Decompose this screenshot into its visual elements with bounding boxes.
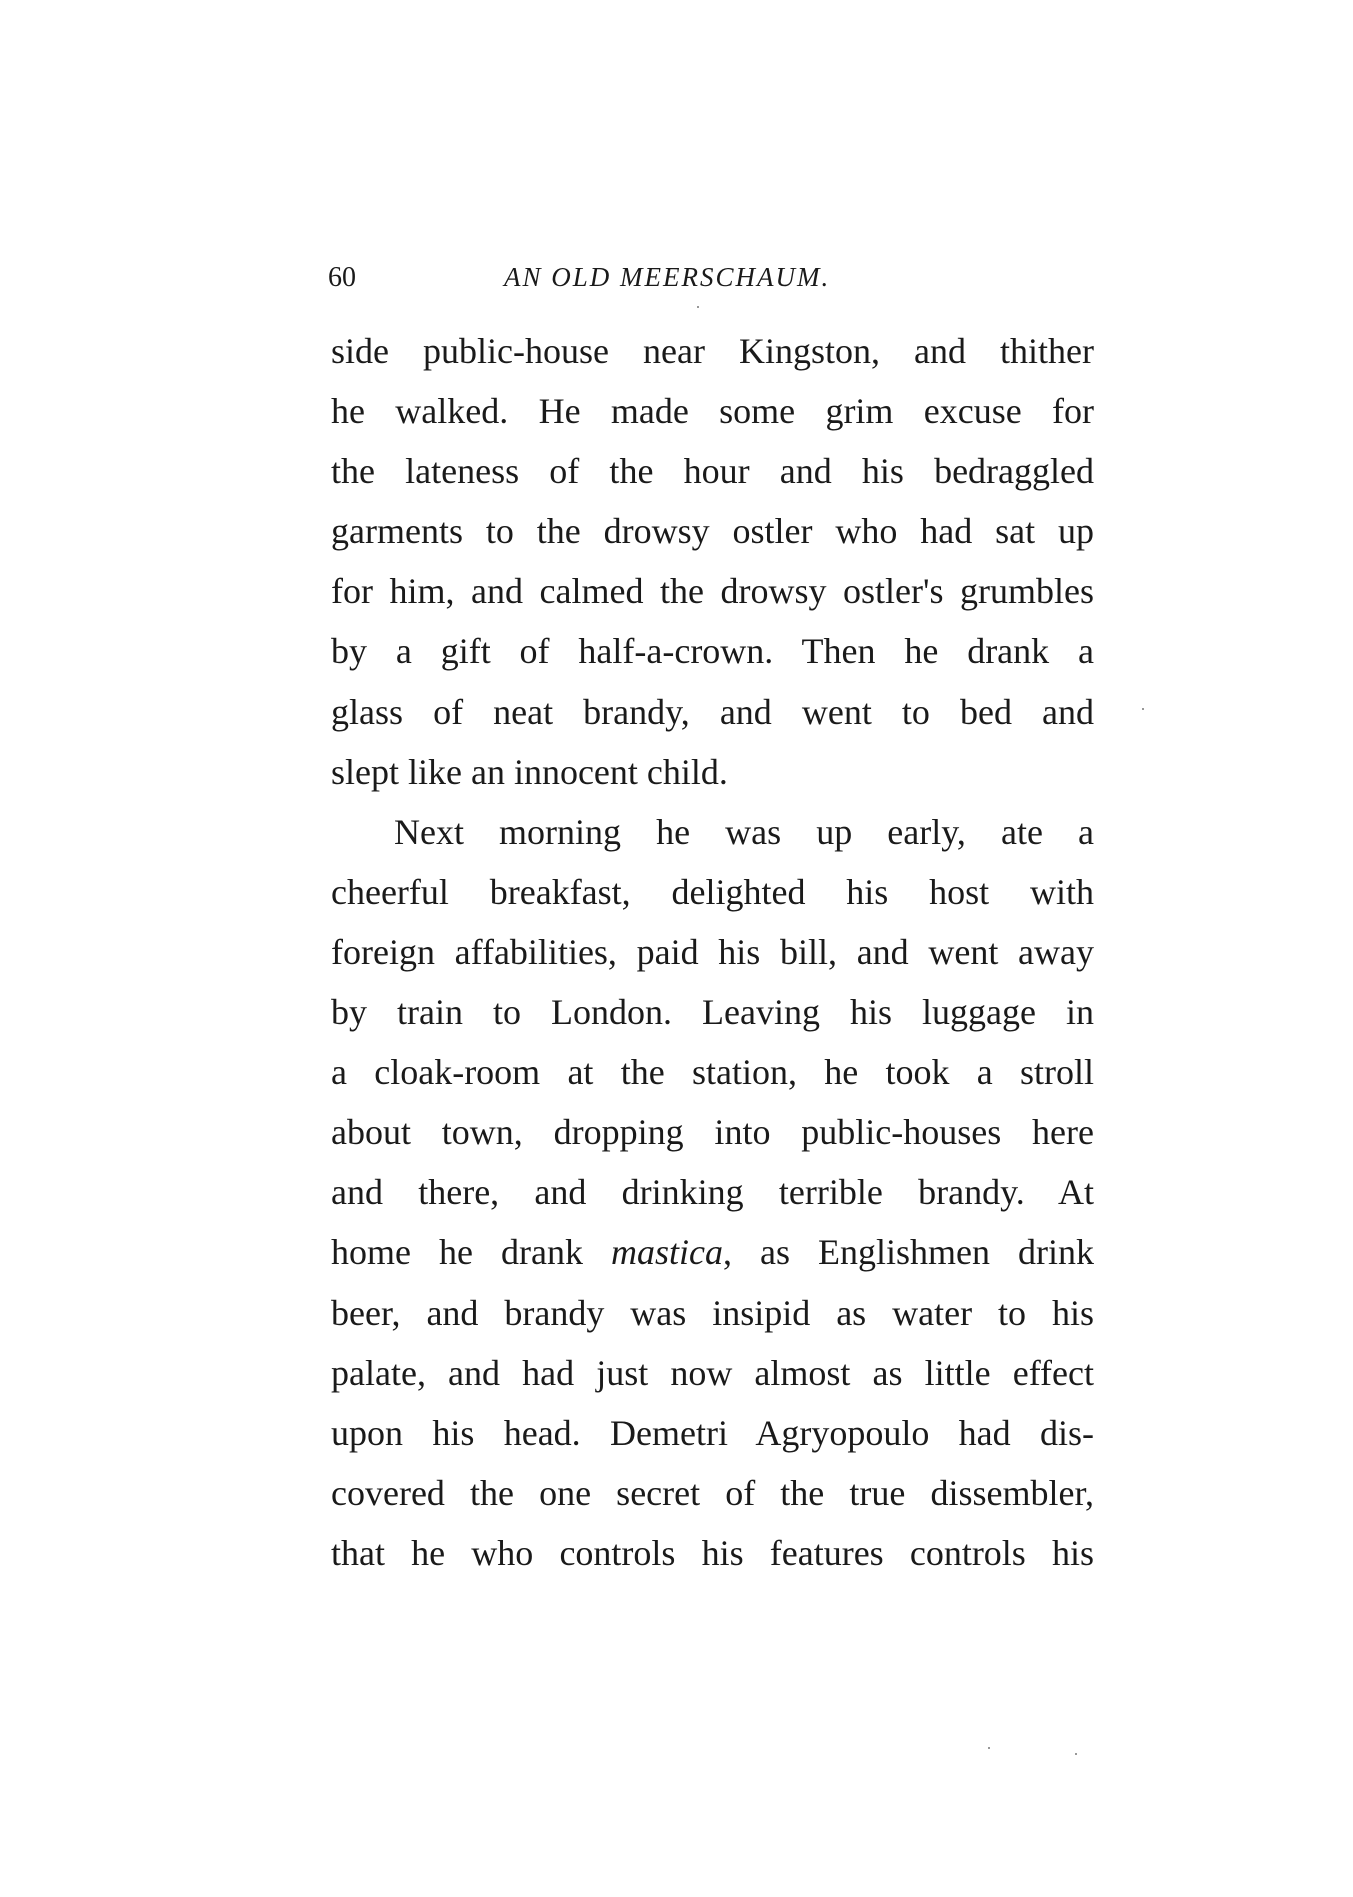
running-title: AN OLD MEERSCHAUM. [504, 262, 831, 292]
text-line: slept like an innocent child. [331, 751, 728, 792]
paragraph-1 [331, 321, 1094, 802]
text-line: by a gift of half-a-crown. Then he drank a [331, 631, 1094, 672]
page-header [328, 262, 1088, 306]
text-segment: , as Englishmen drink [722, 1232, 1094, 1273]
text-line: a cloak-room at the station, he took a stroll [331, 1052, 1094, 1093]
paper-speck [697, 306, 699, 308]
text-line: palate, and had just now almost as little effect [331, 1352, 1094, 1393]
paper-speck [1075, 1753, 1077, 1755]
text-line: he walked. He made some grim excuse for [331, 391, 1094, 432]
paper-speck [1142, 708, 1144, 710]
text-line: foreign affabilities, paid his bill, and went away [331, 931, 1094, 972]
text-line: side public-house near Kingston, and thither [331, 331, 1094, 371]
body-text [331, 321, 1094, 1583]
text-line: that he who controls his features controls his [331, 1532, 1094, 1573]
text-line: cheerful breakfast, delighted his host with [331, 871, 1094, 912]
text-line: by train to London. Leaving his luggage in [331, 992, 1094, 1033]
text-line: garments to the drowsy ostler who had sat up [331, 511, 1094, 552]
text-line: and there, and drinking terrible brandy. At [331, 1172, 1094, 1213]
text-line: for him, and calmed the drowsy ostler's grumbles [331, 571, 1094, 612]
text-line [331, 1222, 1094, 1282]
paragraph-2 [331, 802, 1094, 1583]
text-line: Next morning he was up early, ate a [394, 811, 1094, 852]
text-segment: home he drank [331, 1232, 611, 1273]
page-number: 60 [328, 262, 356, 293]
text-line: the lateness of the hour and his bedraggled [331, 451, 1094, 492]
paper-speck [988, 1747, 990, 1749]
text-line: about town, dropping into public-houses here [331, 1112, 1094, 1153]
italic-word: mastica [610, 1232, 723, 1273]
text-line: covered the one secret of the true dissembler, [331, 1472, 1094, 1513]
text-line: glass of neat brandy, and went to bed and [331, 691, 1094, 732]
text-line: beer, and brandy was insipid as water to his [331, 1292, 1094, 1333]
text-line: upon his head. Demetri Agryopoulo had dis- [331, 1412, 1094, 1453]
